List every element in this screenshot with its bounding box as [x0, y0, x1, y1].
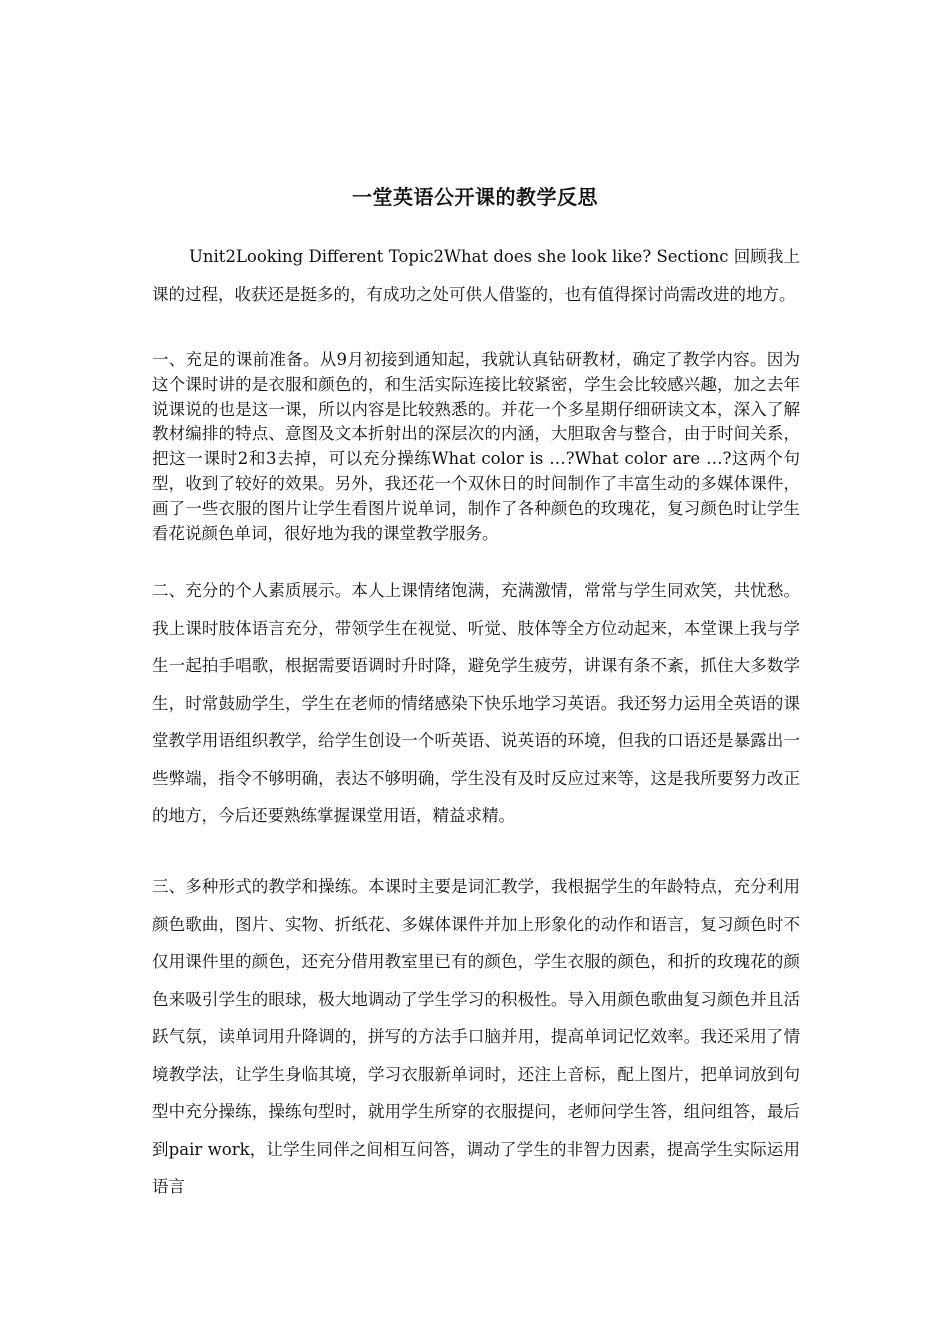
paragraph-preparation: 一、充足的课前准备。从9月初接到通知起，我就认真钻研教材，确定了教学内容。因为这个课时讲的是衣服和颜色的，和生活实际连接比较紧密，学生会比较感兴趣，加之去年说课说的也是这一课，所以内容是比较熟悉的。并花一个多星期仔细研读文本，深入了解教材编排的特点、意图及文本折射出的深层次的内涵，大胆取舍与整合，由于时间关系，把这一课时2和3去掉，可以充分操练What color is …?What color are …?这两个句型，收到了较好的效果。另外，我还花一个双休日的时间制作了丰富生动的多媒体课件，画了一些衣服的图片让学生看图片说单词，制作了各种颜色的玫瑰花，复习颜色时让学生看花说颜色单词，很好地为我的课堂教学服务。 — [152, 350, 800, 543]
intro-paragraph: Unit2Looking Different Topic2What does she look like? Sectionc 回顾我上课的过程，收获还是挺多的，有成功之处可供人借鉴的，也有值得探讨尚需改进的地方。 — [152, 247, 800, 304]
paragraph-teaching-methods: 三、多种形式的教学和操练。本课时主要是词汇教学，我根据学生的年龄特点，充分利用颜色歌曲，图片、实物、折纸花、多媒体课件并加上形象化的动作和语言，复习颜色时不仅用课件里的颜色，还充分借用教室里已有的颜色，学生衣服的颜色，和折的玫瑰花的颜色来吸引学生的眼球，极大地调动了学生学习的积极性。导入用颜色歌曲复习颜色并且活跃气氛，读单词用升降调的，拼写的方法手口脑并用，提高单词记忆效率。我还采用了情境教学法，让学生身临其境，学习衣服新单词时，还注上音标，配上图片，把单词放到句型中充分操练，操练句型时，就用学生所穿的衣服提问，老师问学生答，组问组答，最后到pair work，让学生同伴之间相互问答，调动了学生的非智力因素，提高学生实际运用语言 — [152, 877, 800, 1196]
document-title: 一堂英语公开课的教学反思 — [352, 185, 598, 210]
paragraph-personal-quality: 二、充分的个人素质展示。本人上课情绪饱满，充满激情，常常与学生同欢笑，共忧愁。我上课时肢体语言充分，带领学生在视觉、听觉、肢体等全方位动起来，本堂课上我与学生一起拍手唱歌，根据需要语调时升时降，避免学生疲劳，讲课有条不紊，抓住大多数学生，时常鼓励学生，学生在老师的情绪感染下快乐地学习英语。我还努力运用全英语的课堂教学用语组织教学，给学生创设一个听英语、说英语的环境，但我的口语还是暴露出一些弊端，指令不够明确，表达不够明确，学生没有及时反应过来等，这是我所要努力改正的地方，今后还要熟练掌握课堂用语，精益求精。 — [152, 581, 800, 825]
